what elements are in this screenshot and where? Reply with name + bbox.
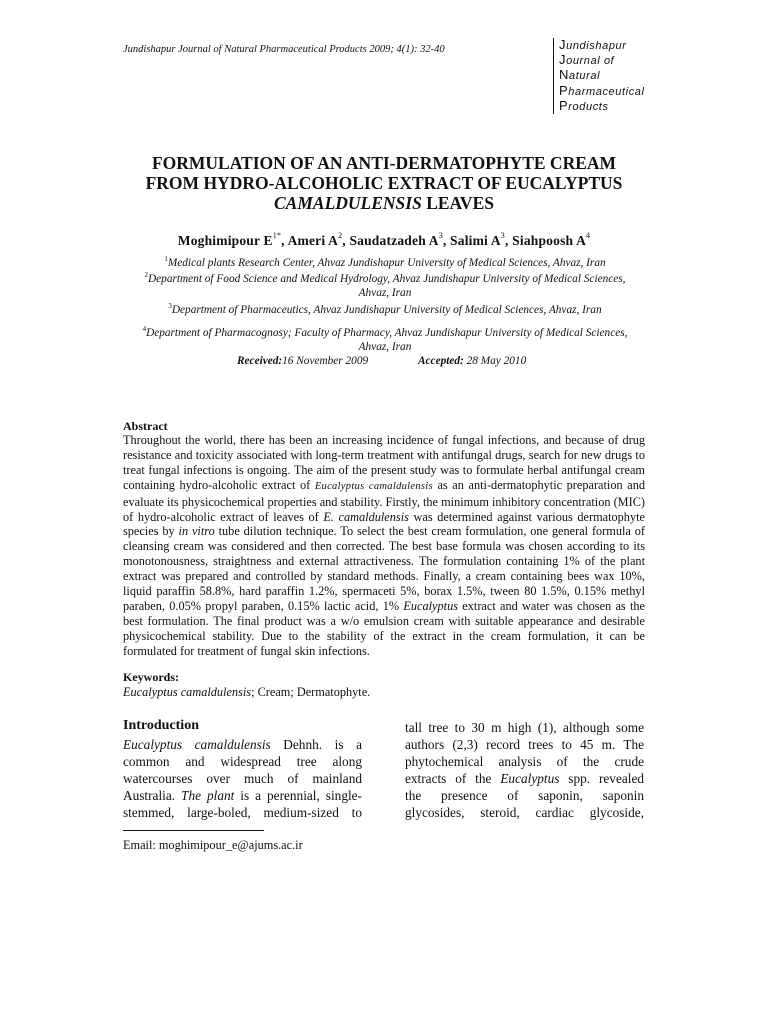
logo-line: Pharmaceutical: [559, 82, 645, 98]
italic-term: Eucalyptus: [500, 771, 560, 787]
text-run: spp. revealed: [559, 771, 644, 787]
text-line: [405, 770, 644, 787]
introduction-column-2: [405, 719, 644, 822]
text-run: extracts of the: [405, 771, 501, 787]
title-line-2: FROM HYDRO-ALCOHOLIC EXTRACT OF EUCALYPTUS: [145, 173, 623, 193]
text-run: watercourses over much of mainland: [123, 771, 362, 787]
text-run: is a perennial, single-: [234, 788, 362, 804]
affiliation-4: $^4$Department of Pharmacognosy; Faculty of Pharmacy, Ahvaz Jundishapur University of Medical Sciences, Ahvaz, Iran: [142, 325, 628, 353]
italic-term: The plant: [181, 788, 235, 804]
title-line-3: CAMALDULENSIS LEAVES: [274, 193, 494, 213]
text-run: phytochemical analysis of the crude: [405, 754, 644, 770]
logo-line: Natural: [559, 67, 601, 83]
introduction-heading: Introduction: [123, 718, 199, 733]
logo-line: Jundishapur: [559, 37, 627, 52]
italic-term: Eucalyptus camaldulensis: [123, 737, 271, 752]
author-name: Ameri A: [287, 233, 339, 248]
author-name: Salimi A: [450, 233, 501, 248]
text-line: [123, 787, 362, 804]
affiliation-3: $^3$Department of Pharmaceutics, Ahvaz Jundishapur University of Medical Sciences, Ahvaz, Iran: [168, 302, 602, 316]
text-run: common and widespread tree along: [123, 754, 362, 770]
text-line: [405, 804, 644, 821]
corresponding-email: Email: moghimipour_e@ajums.ac.ir: [123, 838, 303, 852]
title-line-1: FORMULATION OF AN ANTI-DERMATOPHYTE CREAM: [151, 153, 617, 173]
text-run: the presence of saponin, saponin: [405, 788, 644, 804]
journal-logo: [553, 38, 645, 114]
text-run: glycosides, steroid, cardiac glycoside,: [405, 805, 644, 821]
author-name: Moghimipour E: [177, 233, 273, 248]
introduction-column-1: [123, 736, 362, 821]
received-date: Received:16 November 2009: [237, 355, 369, 367]
running-head: Jundishapur Journal of Natural Pharmaceutical Products 2009; 4(1): 32-40: [123, 44, 445, 55]
text-line: [123, 736, 362, 753]
affiliation-1: $^1$Medical plants Research Center, Ahvaz Jundishapur University of Medical Sciences, Ahvaz, Iran: [164, 255, 606, 269]
text-line: [405, 753, 644, 770]
text-run: authors (2,3) record trees to 45 m. The: [405, 737, 644, 753]
text-line: [123, 804, 362, 821]
keywords-heading: Keywords:: [123, 670, 179, 684]
logo-line: Products: [559, 97, 609, 113]
text-line: [123, 753, 362, 770]
logo-line: Journal of: [559, 52, 615, 68]
footnote-divider: [123, 830, 264, 831]
text-line: [123, 770, 362, 787]
abstract-text: Throughout the world, there has been an increasing incidence of fungal infections, and because of drug resistance and toxicity associated with long-term treatment with antifungal drugs, search for new drugs to treat fungal infections is ongoing. The aim of the present study was to formulate herbal antifungal cream containing hydro-alcoholic extract of Eucalyptus camaldulensis as an anti-dermatophytic preparation and evaluate its physicochemical properties and stability. Firstly, the minimum inhibitory concentration (MIC) of hydro-alcoholic extract of leaves of E. camaldulensis was determined against various dermatophyte species by in vitro tube dilution technique. To select the best cream formulation, one general formula of cleansing cream was considered and then corrected. The best base formula was chosen according to its monotonousness, straightness and external attractiveness. The formulation containing 1% of the plant extract was prepared and controlled by standard methods. Finally, a cream containing bees wax 10%, liquid paraffin 58.8%, hard paraffin 1.2%, spermaceti 5%, borax 1.5%, tween 80 1.5%, 0.15% methyl paraben, 0.05% propyl paraben, 0.15% lactic acid, 1% Eucalyptus extract and water was chosen as the best formulation. The final product was a w/o emulsion cream with suitable appearance and desirable physicochemical stability. Due to the stability of the extract in the cream formulation, it can be formulated for treatment of fungal skin infections.: [123, 433, 645, 658]
text-line: [405, 787, 644, 804]
text-line: [405, 736, 644, 753]
text-run: Australia.: [123, 788, 182, 804]
text-run: stemmed, large-boled, medium-sized to: [123, 805, 362, 821]
author-name: Siahpoosh A: [512, 233, 587, 248]
paper-title: [100, 153, 668, 213]
text-run: Dehnh. is a: [270, 737, 362, 752]
keywords-list: Eucalyptus camaldulensis; Cream; Dermatophyte.: [123, 685, 371, 699]
accepted-date: Accepted: 28 May 2010: [418, 355, 527, 367]
author-list: Moghimipour $E^{1*}$, Ameri $A^2$, Saudatzadeh $A^3$, Salimi $A^3$, Siahpoosh $A^4$: [177, 231, 591, 248]
abstract-heading: Abstract: [123, 419, 168, 433]
text-run: tall tree to 30 m high (1), although some: [405, 720, 644, 735]
affiliation-2: $^2$Department of Food Science and Medical Hydrology, Ahvaz Jundishapur University of Medical Sciences, Ahvaz, Iran: [144, 271, 626, 299]
author-name: Saudatzadeh A: [349, 233, 439, 248]
text-line: [405, 719, 644, 736]
